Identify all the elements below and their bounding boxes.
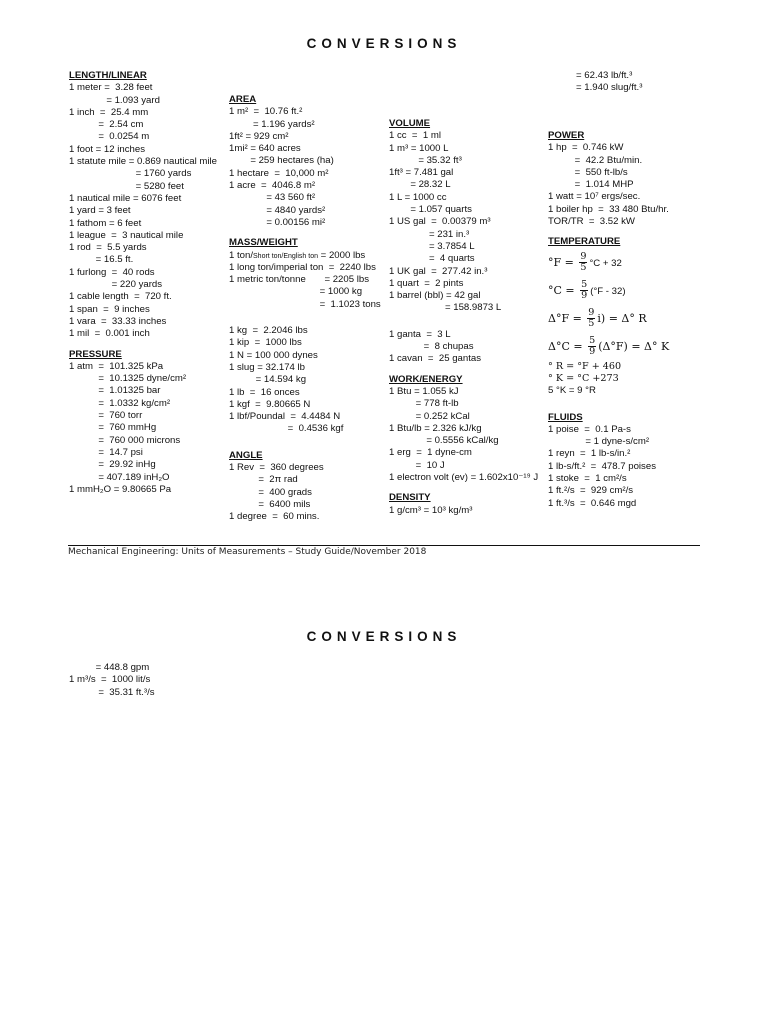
mass-list-2 xyxy=(229,325,381,436)
formula-text: Δ°F = xyxy=(548,311,586,325)
text-line: = 14.7 psi xyxy=(69,446,143,458)
text-line: = 231 in.³ xyxy=(389,228,470,240)
text-line: 1 yard = 3 feet xyxy=(69,205,131,217)
text-line: 1 ft.²/s = 929 cm²/s xyxy=(548,485,634,497)
text-line: = 400 grads xyxy=(229,486,312,498)
text-line: 1 acre = 4046.8 m² xyxy=(229,180,316,192)
formula-text: °F = xyxy=(548,255,578,269)
text-line: 1 lbf/Poundal = 4.4484 N xyxy=(229,411,341,423)
text-line: 1 cavan = 25 gantas xyxy=(389,353,482,365)
page-title: CONVERSIONS xyxy=(306,36,462,51)
page-2-title: CONVERSIONS xyxy=(306,629,462,644)
fraction-numerator: 9 xyxy=(580,251,587,263)
text-line: = 0.0254 m xyxy=(69,131,150,143)
text-line: 1 rod = 5.5 yards xyxy=(69,242,147,254)
text-line: 1 mil = 0.001 inch xyxy=(69,328,150,340)
section-heading-fluids: FLUIDS xyxy=(548,411,583,423)
text-line: 1 L = 1000 cc xyxy=(389,191,447,203)
formula-rankine: ° R = °F + 460 xyxy=(548,360,622,372)
density-list xyxy=(389,505,538,517)
fraction xyxy=(580,280,588,301)
formula-text: °C = xyxy=(548,283,579,297)
text-line: 1 m³ = 1000 L xyxy=(389,142,449,154)
text-line: 1 lb = 16 onces xyxy=(229,386,300,398)
text-line: = 778 ft-lb xyxy=(389,398,459,410)
volume-work-density-column xyxy=(389,118,538,517)
text-line: = 16.5 ft. xyxy=(69,254,134,266)
formula-kelvin-rankine: 5 °K = 9 °R xyxy=(548,385,596,397)
volume-list xyxy=(389,130,538,314)
text-line: = 1760 yards xyxy=(69,168,192,180)
section-heading-density: DENSITY xyxy=(389,492,431,504)
text-line: = 760 000 microns xyxy=(69,434,181,446)
text-line: TOR/TR = 3.52 kW xyxy=(548,216,635,228)
short-ton-text-b: Short ton/English ton xyxy=(253,252,319,260)
text-line: 1 UK gal = 277.42 in.³ xyxy=(389,265,488,277)
text-line: 1 league = 3 nautical mile xyxy=(69,229,184,241)
text-line: = 448.8 gpm xyxy=(69,662,150,673)
text-line: 1 span = 9 inches xyxy=(69,303,150,315)
area-list xyxy=(229,106,381,229)
area-mass-angle-column xyxy=(229,94,381,524)
formula-fahrenheit xyxy=(548,249,669,277)
text-line: 1 vara = 33.33 inches xyxy=(69,315,167,327)
section-heading-area: AREA xyxy=(229,94,257,105)
text-line: 1 hectare = 10,000 m² xyxy=(229,167,329,179)
text-line: 1 stoke = 1 cm²/s xyxy=(548,473,627,485)
text-line: 1ft³ = 7.481 gal xyxy=(389,167,454,179)
text-line: = 2π rad xyxy=(229,474,298,486)
formula-text: Δ°C = xyxy=(548,339,587,353)
text-line: 1 mmH₂O = 9.80665 Pa xyxy=(69,483,172,495)
formula-text: °C + 32 xyxy=(589,257,622,269)
text-line: 1 long ton/imperial ton = 2240 lbs xyxy=(229,261,376,273)
text-line: 1 fathom = 6 feet xyxy=(69,217,142,229)
text-line: = 4840 yards² xyxy=(229,204,326,216)
power-list xyxy=(548,142,669,228)
text-line: 1 cable length = 720 ft. xyxy=(69,291,172,303)
fraction-denominator: 5 xyxy=(588,318,595,330)
text-line: = 2.54 cm xyxy=(69,119,144,131)
text-line: 1 poise = 0.1 Pa-s xyxy=(548,423,631,435)
text-line: 1 furlong = 40 rods xyxy=(69,266,155,278)
fraction xyxy=(588,336,596,357)
section-heading-temperature: TEMPERATURE xyxy=(548,236,621,248)
length-list xyxy=(69,82,217,340)
text-line: = 42.2 Btu/min. xyxy=(548,154,643,166)
section-heading-angle: ANGLE xyxy=(229,449,263,461)
text-line: 1 Btu = 1.055 kJ xyxy=(389,385,459,397)
footer-divider xyxy=(68,545,700,546)
text-line: 1 electron volt (ev) = 1.602x10⁻¹⁹ J xyxy=(389,472,539,484)
text-line: 1 kip = 1000 lbs xyxy=(229,337,302,349)
text-line: 1 ganta = 3 L xyxy=(389,328,451,340)
text-line: = 220 yards xyxy=(69,279,163,291)
text-line: = 1 dyne-s/cm² xyxy=(548,436,650,448)
short-ton-line xyxy=(229,250,381,262)
text-line: = 35.32 ft³ xyxy=(389,154,462,166)
text-line: = 43 560 ft² xyxy=(229,192,316,204)
section-heading-power: POWER xyxy=(548,130,585,141)
text-line: = 760 mmHg xyxy=(69,422,157,434)
short-ton-text-c: = 2000 lbs xyxy=(318,249,366,261)
text-line: = 550 ft-lb/s xyxy=(548,166,628,178)
fraction-numerator: 5 xyxy=(581,279,588,291)
text-line: 1 cc = 1 ml xyxy=(389,130,441,142)
angle-list xyxy=(229,462,381,523)
text-line: 1 Btu/lb = 2.326 kJ/kg xyxy=(389,422,482,434)
text-line: 1 N = 100 000 dynes xyxy=(229,349,318,361)
length-pressure-column xyxy=(69,70,217,496)
text-line: 1 inch = 25.4 mm xyxy=(69,106,149,118)
text-line: = 35.31 ft.³/s xyxy=(69,686,155,698)
mass-list xyxy=(229,262,381,311)
volume-list-2 xyxy=(389,329,538,366)
text-line: = 1.940 slug/ft.³ xyxy=(576,82,643,94)
text-line: = 14.594 kg xyxy=(229,374,307,386)
pressure-list xyxy=(69,361,217,496)
text-line: = 760 torr xyxy=(69,410,143,422)
text-line: = 1000 kg xyxy=(229,286,363,298)
footer-text: Mechanical Engineering: Units of Measurements – Study Guide/November 2018 xyxy=(68,547,427,557)
text-line: 1 erg = 1 dyne-cm xyxy=(389,447,472,459)
text-line: = 1.01325 bar xyxy=(69,385,161,397)
power-temp-fluids-column xyxy=(548,130,669,510)
text-line: 1 reyn = 1 lb-s/in.² xyxy=(548,448,631,460)
text-line: = 1.1023 tons xyxy=(229,298,381,310)
text-line: 1 degree = 60 mins. xyxy=(229,511,320,523)
section-heading-pressure: PRESSURE xyxy=(69,348,122,360)
text-line: 1 barrel (bbl) = 42 gal xyxy=(389,290,481,302)
text-line: 1 slug = 32.174 lb xyxy=(229,361,306,373)
formula-text: (Δ°F) = Δ° K xyxy=(598,339,670,353)
text-line: 1 metric ton/tonne = 2205 lbs xyxy=(229,274,369,286)
text-line: = 1.014 MHP xyxy=(548,179,634,191)
text-line: = 29.92 inHg xyxy=(69,459,156,471)
text-line: = 1.196 yards² xyxy=(229,118,315,130)
text-line: = 10.1325 dyne/cm² xyxy=(69,373,187,385)
text-line: 1 meter = 3.28 feet xyxy=(69,82,153,94)
section-heading-volume: VOLUME xyxy=(389,118,431,129)
text-line: 1 quart = 2 pints xyxy=(389,277,464,289)
text-line: 1 hp = 0.746 kW xyxy=(548,142,624,154)
text-line: 1 ft.³/s = 0.646 mgd xyxy=(548,497,637,509)
fraction-denominator: 9 xyxy=(589,346,596,358)
short-ton-text-a: 1 ton/ xyxy=(229,249,254,261)
text-line: = 0.252 kCal xyxy=(389,410,470,422)
fraction xyxy=(587,308,595,329)
text-line: 1 atm = 101.325 kPa xyxy=(69,360,164,372)
text-line: 1 US gal = 0.00379 m³ xyxy=(389,216,491,228)
text-line: 1 statute mile = 0.869 nautical mile xyxy=(69,156,217,168)
formula-delta-f xyxy=(548,305,669,333)
formula-text: (°F - 32) xyxy=(590,285,626,297)
text-line: = 0.00156 mi² xyxy=(229,216,326,228)
text-line: = 259 hectares (ha) xyxy=(229,155,334,167)
text-line: = 10 J xyxy=(389,459,445,471)
text-line: 1 foot = 12 inches xyxy=(69,143,146,155)
text-line: 1 Rev = 360 degrees xyxy=(229,462,324,474)
text-line: = 1.093 yard xyxy=(69,94,160,106)
formula-kelvin: ° K = °C +273 xyxy=(548,372,619,384)
section-heading-mass: MASS/WEIGHT xyxy=(229,237,298,249)
text-line: 1ft² = 929 cm² xyxy=(229,130,289,142)
text-line: = 62.43 lb/ft.³ xyxy=(576,70,633,81)
text-line: 1 boiler hp = 33 480 Btu/hr. xyxy=(548,203,669,215)
work-list xyxy=(389,386,538,484)
fluids-list xyxy=(548,424,669,510)
text-line: = 1.057 quarts xyxy=(389,204,472,216)
section-heading-work: WORK/ENERGY xyxy=(389,373,463,385)
text-line: 1 watt = 10⁷ ergs/sec. xyxy=(548,191,641,203)
text-line: = 0.5556 kCal/kg xyxy=(389,435,499,447)
text-line: 1 kgf = 9.80665 N xyxy=(229,398,311,410)
page-2-list xyxy=(69,662,155,699)
text-line: 1 m³/s = 1000 lit/s xyxy=(69,674,151,686)
density-continuation xyxy=(576,70,642,95)
text-line: = 1.0332 kg/cm² xyxy=(69,397,171,409)
text-line: 1 m² = 10.76 ft.² xyxy=(229,106,303,118)
text-line: = 4 quarts xyxy=(389,253,475,265)
fraction xyxy=(579,252,587,273)
page-2-content xyxy=(69,662,155,699)
formula-text: i) = Δ° R xyxy=(597,311,647,325)
text-line: = 6400 mils xyxy=(229,498,311,510)
text-line: = 28.32 L xyxy=(389,179,451,191)
fraction-denominator: 9 xyxy=(581,290,588,302)
text-line: = 0.4536 kgf xyxy=(229,423,344,435)
formula-celsius xyxy=(548,277,669,305)
text-line: = 5280 feet xyxy=(69,180,184,192)
fraction-numerator: 9 xyxy=(588,307,595,319)
text-line: = 3.7854 L xyxy=(389,240,475,252)
text-line: = 407.189 inH₂O xyxy=(69,471,170,483)
text-line: = 8 chupas xyxy=(389,341,474,353)
text-line: 1 g/cm³ = 10³ kg/m³ xyxy=(389,504,473,516)
text-line: 1 kg = 2.2046 lbs xyxy=(229,325,308,337)
formula-delta-c xyxy=(548,333,669,361)
fraction-denominator: 5 xyxy=(580,262,587,274)
text-line: 1 nautical mile = 6076 feet xyxy=(69,192,182,204)
text-line: = 158.9873 L xyxy=(389,302,502,314)
fraction-numerator: 5 xyxy=(589,335,596,347)
text-line: 1mi² = 640 acres xyxy=(229,143,301,155)
text-line: 1 lb-s/ft.² = 478.7 poises xyxy=(548,460,656,472)
section-heading-length: LENGTH/LINEAR xyxy=(69,70,147,81)
